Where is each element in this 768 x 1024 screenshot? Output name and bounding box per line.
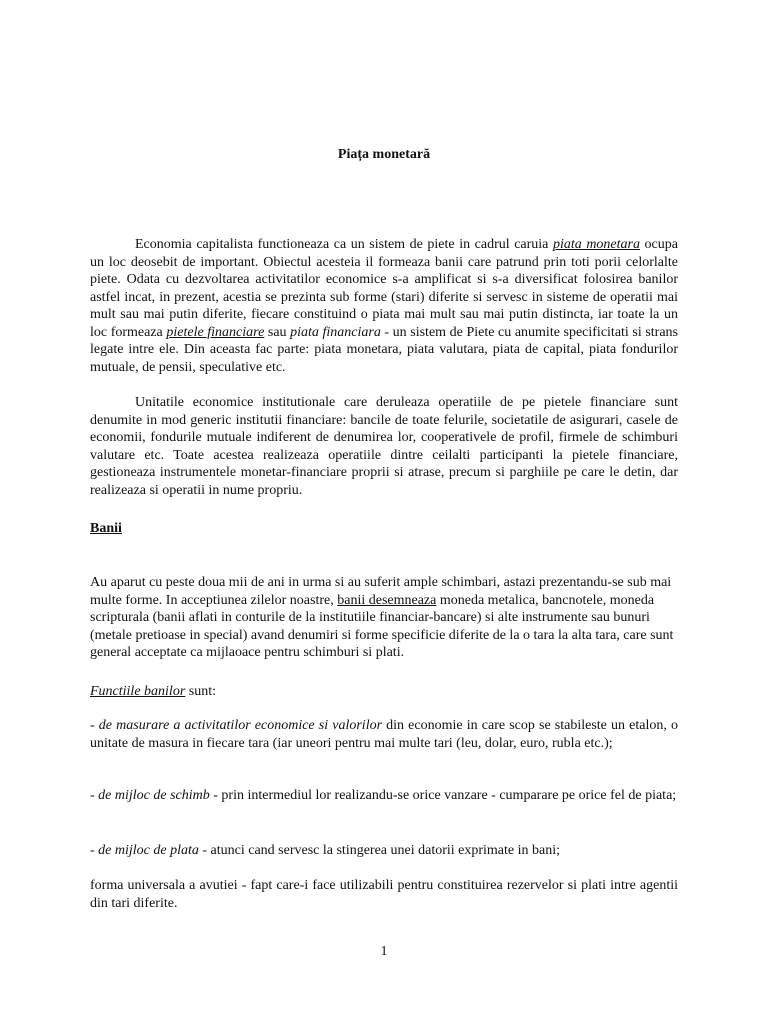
list-item-plata [90, 842, 678, 860]
item-lead: - de masurare a activitatilor economice si valorilor [90, 718, 383, 733]
term-functiile-banilor: Functiile banilor [90, 684, 186, 699]
text-run: din economie in care scop se stabileste un etalon, o unitate de masura in fiecare tara (iar uneori pentru mai multe tari (leu, dolar, euro, rubla etc.); [90, 718, 678, 751]
paragraph-institutions: Unitatile economice institutionale care deruleaza operatiile de pe pietele financiare sunt denumite in mod generic institutii financiare: bancile de toate felurile, societatile de asigurari, casele de economii, fondurile mutuale indiferent de denumirea lor, cooperativele de profil, firmele de schimburi valutare etc. Toate acestea realizeaza operatiile dintre ceilalti participanti la pietele financiare, gestioneaza instrumentele monetar-financiare proprii si atrase, precum si parghiile pe care le detin, dar realizeaza si operatii in nume propriu. [90, 395, 678, 498]
term-pietele-financiare: pietele financiare [166, 324, 265, 340]
paragraph-banii [90, 574, 678, 662]
text-run: - un sistem de Piete cu anumite specificitati si strans legate intre ele. Din aceasta fac parte: piata monetara, piata valutara, piata de capital, piata fondurilor mutuale, de pensii, speculative etc. [90, 324, 678, 375]
text-run: sau [264, 324, 291, 340]
page-number: 1 [380, 944, 388, 959]
text-run: sunt: [185, 684, 216, 699]
term-banii-desemneaza: banii desemneaza [337, 592, 437, 608]
text-run: - atunci cand servesc la stingerea unei datorii exprimate in bani; [198, 843, 561, 858]
text-run: Au aparut cu peste doua mii de ani in urma si au suferit ample schimbari, astazi prezentandu-se sub mai multe forme. In acceptiunea zilelor noastre, [90, 575, 672, 608]
text-run: moneda metalica, bancnotele, moneda scripturala (banii aflati in conturile de la institutiile financiar-bancare) si alte instrumente sau bunuri (metale pretioase in special) avand denumiri si forme specificie diferite de la o tara la alta tara, care sunt general acceptate ca mijlaoace pentru schimburi si plati. [90, 592, 674, 660]
item-lead: - de mijloc de plata [90, 843, 199, 858]
paragraph-functii [90, 683, 678, 701]
item-lead: - de mijloc de schimb [90, 788, 210, 803]
section-heading-banii: Banii [90, 521, 122, 536]
list-item-schimb [90, 787, 678, 805]
list-item-masurare [90, 717, 678, 752]
term-piata-financiara: piata financiara [290, 324, 381, 340]
text-run: Economia capitalista functioneaza ca un sistem de piete in cadrul caruia [135, 237, 553, 252]
page-title: Piața monetară [337, 147, 431, 162]
paragraph-intro [90, 236, 678, 376]
term-piata-monetara: piata monetara [552, 237, 640, 252]
paragraph-avutie: forma universala a avutiei - fapt care-i face utilizabili pentru constituirea rezervelor si plati intre agentii din tari diferite. [90, 878, 678, 911]
text-run: ocupa un loc deosebit de important. Obiectul acesteia il formeaza banii care patrund prin toti porii celorlalte piete. Odata cu dezvoltarea activitatilor economice s-a amplificat si s-a diversificat folosirea banilor astfel incat, in prezent, acestia se prezinta sub forme (stari) diferite si servesc in sisteme de operatii mai mult sau mai putin diferite, fiecare constituind o piata mai mult sau mai putin distincta, iar toate la un loc formeaza [90, 237, 678, 340]
text-run: - prin intermediul lor realizandu-se orice vanzare - cumparare pe orice fel de piata; [209, 788, 677, 803]
